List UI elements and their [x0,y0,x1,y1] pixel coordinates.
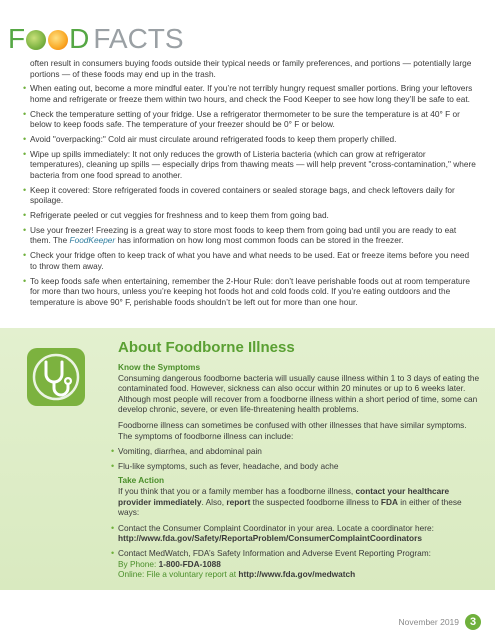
symptom-text: Flu-like symptoms, such as fever, headache, and body ache [118,460,339,471]
stethoscope-icon [27,348,85,406]
bullet-icon: • [111,547,115,558]
bullet-icon: • [23,250,27,261]
action-text: . Also, [201,496,227,507]
tips-list [23,83,478,307]
confused-text: Foodborne illness can sometimes be confused with other illnesses that have similar symptoms. The symptoms of foodborne illness can include: [118,419,467,441]
green-plate-icon [26,30,46,50]
tip-item [23,108,478,130]
footer-date: November 2019 [398,617,459,627]
tip-text: Check the temperature setting of your fridge. Use a refrigerator thermometer to be sure the temperature is at 40° F or below to keep foods safe. The temperature of your freezer should be 0° F or below. [30,108,460,130]
bullet-icon: • [23,148,27,159]
know-symptoms-heading: Know the Symptoms [118,362,201,372]
coordinator-link[interactable]: http://www.fda.gov/Safety/ReportaProblem/ConsumerComplaintCoordinators [118,533,422,544]
bullet-icon: • [23,133,27,144]
bullet-icon: • [23,108,27,119]
actions-list [111,522,480,580]
bullet-icon: • [23,184,27,195]
action-text: the suspected foodborne illness to [250,496,381,507]
tip-item [23,133,478,145]
symptom-text: Vomiting, diarrhea, and abdominal pain [118,446,262,457]
orange-plate-icon [48,30,68,50]
medwatch-link[interactable]: http://www.fda.gov/medwatch [238,569,356,580]
bullet-icon: • [23,210,27,221]
food-facts-logo [8,22,184,56]
tip-text: has information on how long most common foods can be stored in the freezer. [115,235,404,246]
bullet-icon: • [111,522,115,533]
tip-item [23,250,478,271]
take-action-text [118,486,480,518]
tip-text: Avoid "overpacking:" Cold air must circulate around refrigerated foods to keep them properly chilled. [30,133,397,144]
tip-item [23,210,478,221]
logo-facts: FACTS [93,23,184,54]
bullet-icon: • [23,224,27,235]
panel-body [111,339,480,584]
online-label: Online: File a voluntary report at [118,569,239,580]
tip-text: When eating out, become a more mindful eater. If you’re not terribly hungry request smaller portions. Bring your leftovers home and refrigerate or freeze them within two hours, and check the Food Keeper to see how long they’ll be safe to eat. [30,83,473,104]
phone-label: By Phone: [118,558,159,569]
action-text: If you think that you or a family member has a foodborne illness, [118,485,356,496]
tip-item [23,184,478,206]
logo-letter-d: D [69,23,90,54]
tip-item [23,275,478,308]
panel-title: About Foodborne Illness [118,339,295,356]
bullet-icon: • [23,275,27,286]
know-symptoms-text: Consuming dangerous foodborne bacteria will usually cause illness within 1 to 3 days of eating the contaminated food. However, sickness can also occur within 20 minutes or up to 6 weeks later. Although most people will recover from a foodborne illness within a short period of time, some can develop chronic, severe, or even life-threatening health problems. [118,372,480,415]
tip-text: Keep it covered: Store refrigerated foods in covered containers or sealed storage bags, and check leftovers daily for spoilage. [30,184,455,206]
symptom-item [111,460,480,472]
action-item [111,547,480,580]
tip-text: Wipe up spills immediately: It not only reduces the growth of Listeria bacteria (which can grow at refrigerator temperatures), cleaning up spills — especially drips from thawing meats — will help prevent "cross-contamination," where bacteria from one food spread to another. [30,148,476,180]
tip-text: To keep foods safe when entertaining, remember the 2-Hour Rule: don’t leave perishable foods out at room temperature for more than two hours, unless you’re keeping hot foods hot and cold foods cold. If you’re eating outdoors and the temperature is above 90° F, perishable foods shouldn’t be left out for more than one hour. [30,275,470,307]
main-content [23,58,478,312]
action-bold: contact your healthcare provider immediately [118,485,450,507]
tip-item [23,83,478,104]
action-bold: FDA [380,496,398,507]
phone-number: 1-800-FDA-1088 [158,558,221,569]
action-bold: report [226,496,251,507]
take-action-heading: Take Action [118,475,165,486]
action-item-text: Contact the Consumer Complaint Coordinator in your area. Locate a coordinator here: [118,522,434,533]
foodborne-illness-panel [0,328,495,590]
tip-text: Use your freezer! Freezing is a great way to store most foods to keep them from going bad until you are ready to eat them. The [30,224,457,246]
symptoms-list [111,446,480,471]
action-item-text: Contact MedWatch, FDA’s Safety Information and Adverse Event Reporting Program: [118,547,431,558]
action-item [111,522,480,544]
tip-text: Check your fridge often to keep track of what you have and what needs to be used. Eat or freeze items before you need to throw them away. [30,250,470,271]
tip-text: Refrigerate peeled or cut veggies for freshness and to keep them from going bad. [30,210,329,221]
action-text: in either of these ways: [118,496,462,518]
intro-paragraph: often result in consumers buying foods outside their typical needs or family preferences, and portions — potentially large portions — of these foods may end up in the trash. [30,58,472,79]
bullet-icon: • [111,460,115,471]
foodkeeper-link[interactable]: FoodKeeper [69,235,116,246]
page-number: 3 [465,614,481,630]
bullet-icon: • [111,446,115,457]
tip-item [23,148,478,181]
tip-item [23,224,478,246]
page-footer [399,614,481,630]
bullet-icon: • [23,83,27,94]
page-header [0,0,495,52]
logo-letter-f: F [8,23,26,54]
symptom-item [111,446,480,457]
